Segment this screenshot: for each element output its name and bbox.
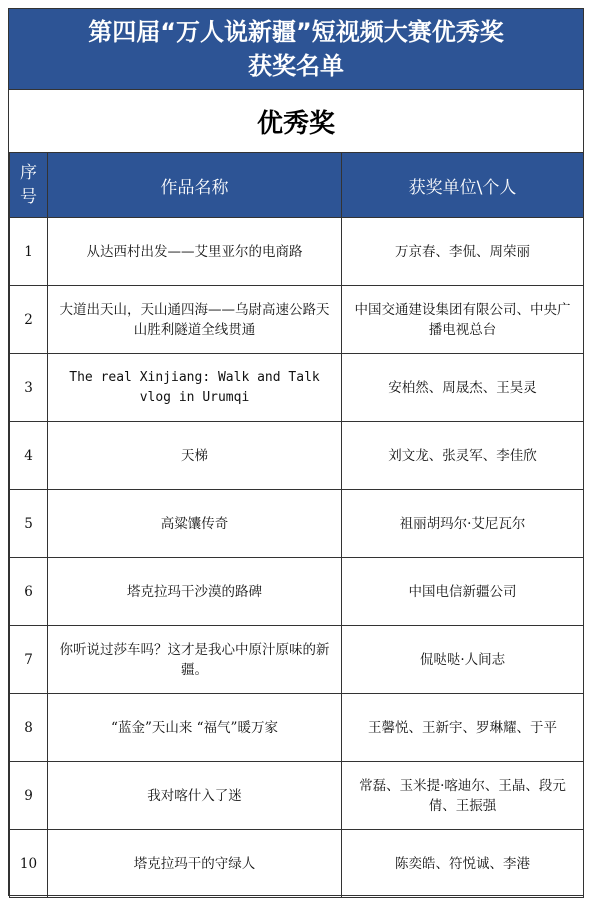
award-table [9,152,584,898]
row-winner: 陈奕皓、符悦诚、李港 [342,830,584,898]
table-row [10,354,584,422]
row-winner: 祖丽胡玛尔·艾尼瓦尔 [342,490,584,558]
row-work: 塔克拉玛干的守绿人 [48,830,342,898]
table-row [10,694,584,762]
row-work: 高粱馕传奇 [48,490,342,558]
row-winner: 中国电信新疆公司 [342,558,584,626]
table-row [10,490,584,558]
row-index: 10 [10,830,48,898]
table-row [10,218,584,286]
row-index: 2 [10,286,48,354]
award-category: 优秀奖 [9,90,583,153]
header-winner: 获奖单位\个人 [342,153,584,218]
row-work: 我对喀什入了迷 [48,762,342,830]
row-winner: 刘文龙、张灵军、李佳欣 [342,422,584,490]
row-work: 你听说过莎车吗？这才是我心中原汁原味的新疆。 [48,626,342,694]
row-index: 3 [10,354,48,422]
row-winner: 中国交通建设集团有限公司、中央广播电视总台 [342,286,584,354]
table-row [10,286,584,354]
table-row [10,626,584,694]
table-header-row [10,153,584,218]
row-index: 9 [10,762,48,830]
row-work: 大道出天山，天山通四海——乌尉高速公路天山胜利隧道全线贯通 [48,286,342,354]
table-row [10,762,584,830]
row-index: 4 [10,422,48,490]
row-winner: 常磊、玉米提·喀迪尔、王晶、段元倩、王振强 [342,762,584,830]
table-row [10,558,584,626]
row-index: 7 [10,626,48,694]
row-winner: 万京春、李侃、周荣丽 [342,218,584,286]
document-title [9,9,583,90]
row-index: 1 [10,218,48,286]
row-work: 从达西村出发——艾里亚尔的电商路 [48,218,342,286]
title-line-1: 第四届“万人说新疆”短视频大赛优秀奖 [88,18,504,46]
table-row [10,830,584,898]
title-line-2: 获奖名单 [248,52,344,80]
row-winner: 侃哒哒·人间志 [342,626,584,694]
row-index: 6 [10,558,48,626]
award-list-document [8,8,584,896]
row-winner: 王馨悦、王新宇、罗琳耀、于平 [342,694,584,762]
header-index [10,153,48,218]
header-index-label: 序号 [20,163,37,207]
row-work: 塔克拉玛干沙漠的路碑 [48,558,342,626]
row-work: The real Xinjiang: Walk and Talk vlog in Urumqi [48,354,342,422]
row-index: 5 [10,490,48,558]
row-work: “蓝金”天山来 “福气”暖万家 [48,694,342,762]
row-winner: 安柏然、周晟杰、王昊灵 [342,354,584,422]
header-work: 作品名称 [48,153,342,218]
table-row [10,422,584,490]
row-work: 天梯 [48,422,342,490]
row-index: 8 [10,694,48,762]
